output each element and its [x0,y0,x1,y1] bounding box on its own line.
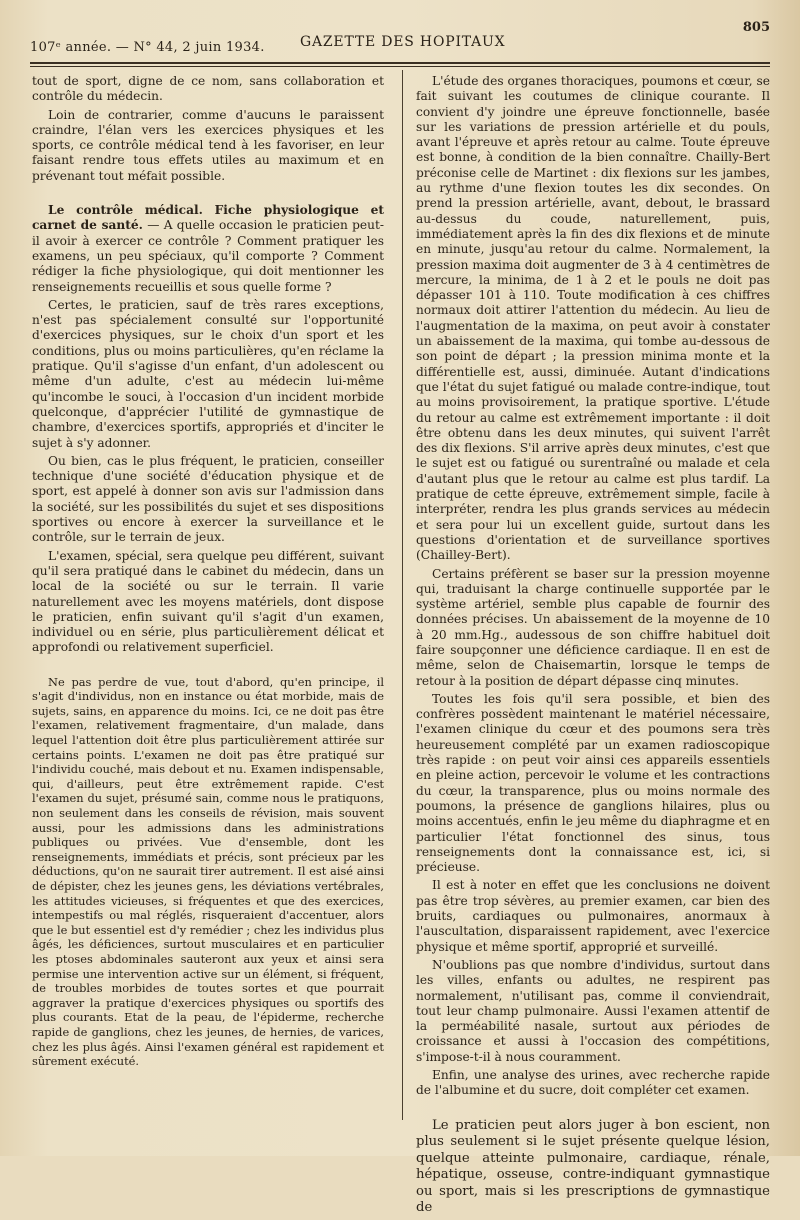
journal-title: GAZETTE DES HOPITAUX [300,34,506,50]
paragraph: Il est à noter en effet que les conclusions ne doivent pas être trop sévères, au premier examen, car bien des bruits, cardiaques ou pulmonaires, anormaux à l'auscultation, disparaissent rapidement, avec l'exercice physique et même sportif, approprié et surveillé. [416,878,770,954]
paragraph: Ou bien, cas le plus fréquent, le praticien, conseiller technique d'une société d'éducation physique et de sport, est appelé à donner son avis sur l'admission dans la société, sur les possibilités du sujet et ses dispositions sportives ou encore à exercer la surveillance et le contrôle, sur le terrain de jeux. [32,453,384,545]
spacer [32,187,384,203]
paragraph: Loin de contrarier, comme d'aucuns le paraissent craindre, l'élan vers les exercices physiques et les sports, ce contrôle médical tend à les favoriser, en leur faisant rendre tous effets utiles au maximum et en prévenant tout méfait possible. [32,107,384,183]
paragraph: L'examen, spécial, sera quelque peu différent, suivant qu'il sera pratiqué dans le cabinet du médecin, dans un local de la société ou sur le terrain. Il varie naturellement avec les moyens matériels, dont dispose le praticien, enfin suivant qu'il s'agit d'un examen, individuel ou en série, plus particulièrement délicat et approfondi ou relativement superficiel. [32,548,384,655]
paragraph: L'étude des organes thoraciques, poumons et cœur, se fait suivant les coutumes de clinique courante. Il convient d'y joindre une épreuve fonctionnelle, basée sur les variations de pression artérielle et du pouls, avant l'épreuve et après retour au calme. Toute épreuve est bonne, à condition de la bien connaître. Chailly-Bert préconise celle de Martinet : dix flexions sur les jambes, au rythme d'une flexion toutes les dix secondes. On prend la pression artérielle, avant, debout, le brassard au-dessus du coude, naturellement, puis, immédiatement après la fin des dix flexions et de minute en minute, jusqu'au retour du calme. Normalement, la pression maxima doit augmenter de 3 à 4 centimètres de mercure, la minima, de 1 à 2 et le pouls ne doit pas dépasser 101 à 110. Toute modification à ces chiffres normaux doit attirer l'attention du médecin. Au lieu de l'augmentation de la maxima, on peut avoir à constater un abaissement de la maxima, qui tombe au-dessous de son point de départ ; la pression minima monte et la différentielle est, aussi, diminuée. Autant d'indications que l'état du sujet fatigué ou malade contre-indique, tout au moins provisoirement, la pratique sportive. L'étude du retour au calme est extrêmement importante : il doit être obtenu dans les deux minutes, qui suivent l'arrêt des dix flexions. S'il arrive après deux minutes, c'est que le sujet est ou fatigué ou surentraîné ou malade et cela d'autant plus que le retour au calme est plus tardif. La pratique de cette épreuve, extrêmement simple, facile à interpréter, rendra les plus grands services au médecin et sera pour lui un excellent guide, surtout dans les questions d'orientation et de surveillance sportives (Chailley-Bert). [416,74,770,563]
paragraph: Certes, le praticien, sauf de très rares exceptions, n'est pas spécialement consulté sur l'opportunité d'exercices physiques, sur le choix d'un sport et les conditions, plus ou moins particulières, qu'en réclame la pratique. Qu'il s'agisse d'un enfant, d'un adolescent ou même d'un adulte, c'est au médecin lui-même qu'incombe le souci, à l'occasion d'un incident morbide quelconque, d'apprécier l'utilité de gymnastique de chambre, d'exercices sportifs, appropriés et d'inciter le sujet à s'y adonner. [32,297,384,450]
paragraph: Ne pas perdre de vue, tout d'abord, qu'en principe, il s'agit d'individus, non en instance ou état morbide, mais de sujets, sains, en apparence du moins. Ici, ce ne doit pas être l'examen, relativement fragmentaire, d'un malade, dans lequel l'attention doit être plus particulièrement attirée sur certains points. L'examen ne doit pas être pratiqué sur l'individu couché, mais debout et nu. Examen indispensable, qui, d'ailleurs, peut être extrêmement rapide. C'est l'examen du sujet, présumé sain, comme nous le pratiquons, non seulement dans les conseils de révision, mais souvent aussi, pour les admissions dans les administrations publiques ou privées. Vue d'ensemble, dont les renseignements, immédiats et précis, sont précieux par les déductions, qu'on ne saurait tirer autrement. Il est aisé ainsi de dépister, chez les jeunes gens, les déviations vertébrales, les attitudes vicieuses, si fréquentes et que des exercices, intempestifs ou mal réglés, risqueraient d'accentuer, alors que le but essentiel est d'y remédier ; chez les individus plus âgés, les déficiences, surtout musculaires et en particulier les ptoses abdominales sauteront aux yeux et ainsi sera permise une intervention active sur un élément, si fréquent, de troubles morbides de toutes sortes et que pourrait aggraver la pratique d'exercices physiques ou sportifs des plus courants. Etat de la peau, de l'épiderme, recherche rapide de ganglions, chez les jeunes, de hernies, de varices, chez les plus âgés. Ainsi l'examen général est rapidement et sûrement exécuté. [32,674,384,1069]
paragraph: Le praticien peut alors juger à bon escient, non plus seulement si le sujet présente quelque lésion, quelque atteinte pulmonaire, cardiaque, rénale, hépatique, osseuse, contre-indiquant gymnastique ou sport, mais si les prescriptions de gymnastique de [416,1117,770,1216]
header-rule [30,62,770,64]
spacer [416,1102,770,1118]
column-divider [402,70,403,1120]
paragraph: Toutes les fois qu'il sera possible, et bien des confrères possèdent maintenant le matériel nécessaire, l'examen clinique du cœur et des poumons sera très heureusement complété par un examen radioscopique très rapide : on peut voir ainsi ces appareils essentiels en pleine action, percevoir le volume et les contractions du cœur, la transparence, plus ou moins normale des poumons, la présence de ganglions hilaires, plus ou moins accentués, enfin le jeu même du diaphragme et en particulier l'état fonctionnel des sinus, tous renseignements dont la connaissance est, ici, si précieuse. [416,691,770,875]
spacer [32,659,384,675]
page-header [30,20,770,64]
section-paragraph [32,203,384,295]
right-column [416,74,770,1220]
left-column [32,74,384,1072]
paragraph: Certains préfèrent se baser sur la pression moyenne qui, traduisant la charge continuelle supportée par le système artériel, semble plus capable de fournir des données précises. Un abaissement de la moyenne de 10 à 20 mm.Hg., audessous de son chiffre habituel doit faire soupçonner une déficience cardiaque. Il en est de même, selon de Chaisemartin, lorsque le temps de retour à la position de départ dépasse cinq minutes. [416,566,770,688]
paragraph: N'oublions pas que nombre d'individus, surtout dans les villes, enfants ou adultes, ne respirent pas normalement, n'utilisant pas, comme il conviendrait, tout leur champ pulmonaire. Aussi l'examen attentif de la perméabilité nasale, surtout aux périodes de croissance et aussi à l'occasion des compétitions, s'impose-t-il à nous couramment. [416,957,770,1064]
paragraph: tout de sport, digne de ce nom, sans collaboration et contrôle du médecin. [32,74,384,104]
section-intro: — A quelle occasion le praticien peut-il avoir à exercer ce contrôle ? Comment pratiquer les examens, un peu spéciaux, qu'il comporte ? Comment rédiger la fiche physiologique, qui doit mentionner les renseignements recueillis et sous quelle forme ? [32,218,384,294]
issue-line: 107ᵉ année. — N° 44, 2 juin 1934. [30,40,265,55]
section-title: Le contrôle médical. Fiche physiologique et carnet de santé. [32,203,384,233]
page-number: 805 [742,20,770,35]
header-rule-thin [30,66,770,67]
paragraph: Enfin, une analyse des urines, avec recherche rapide de l'albumine et du sucre, doit compléter cet examen. [416,1068,770,1098]
